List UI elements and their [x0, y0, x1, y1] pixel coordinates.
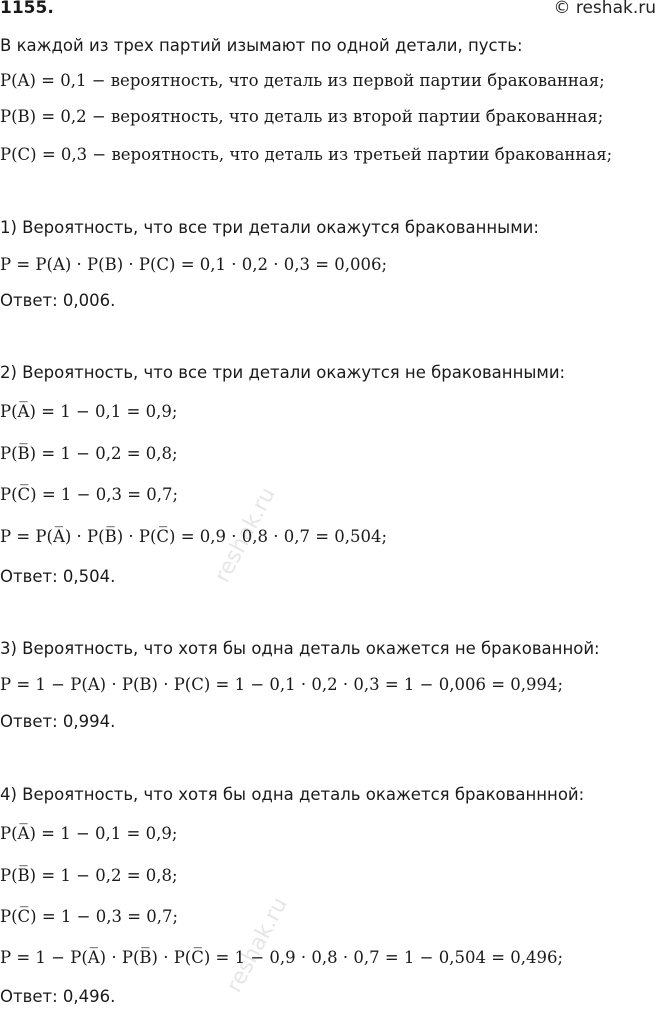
part3-formula: P = 1 − P(A) · P(B) · P(C) = 1 − 0,1 · 0,2 · 0,3 = 1 − 0,006 = 0,994; — [0, 675, 564, 694]
part3-answer: Ответ: 0,994. — [0, 712, 116, 731]
part2-not-b: P(B̅) = 1 − 0,2 = 0,8; — [0, 444, 178, 463]
part1-heading: 1) Вероятность, что все три детали окажутся бракованными: — [0, 218, 539, 237]
watermark-lower: reshak.ru — [222, 893, 293, 997]
part4-not-a: P(A̅) = 1 − 0,1 = 0,9; — [0, 824, 178, 843]
problem-intro: В каждой из трех партий изымают по одной детали, пусть: — [0, 36, 523, 55]
part4-not-b: P(B̅) = 1 − 0,2 = 0,8; — [0, 866, 178, 885]
part2-formula: P = P(A̅) · P(B̅) · P(C̅) = 0,9 · 0,8 · 0,7 = 0,504; — [0, 527, 388, 546]
part4-not-c: P(C̅) = 1 − 0,3 = 0,7; — [0, 907, 179, 926]
given-probability-c: P(C) = 0,3 − вероятность, что деталь из третьей партии бракованная; — [0, 145, 613, 164]
given-probability-b: P(B) = 0,2 − вероятность, что деталь из второй партии бракованная; — [0, 107, 604, 126]
part4-heading: 4) Вероятность, что хотя бы одна деталь окажется бракованнной: — [0, 785, 585, 804]
part3-heading: 3) Вероятность, что хотя бы одна деталь окажется не бракованной: — [0, 639, 600, 658]
part4-answer: Ответ: 0,496. — [0, 987, 116, 1006]
part1-formula: P = P(A) · P(B) · P(C) = 0,1 · 0,2 · 0,3 = 0,006; — [0, 255, 388, 274]
part1-answer: Ответ: 0,006. — [0, 291, 116, 310]
task-number: 1155. — [0, 0, 54, 18]
site-brand[interactable]: © reshak.ru — [553, 0, 656, 18]
part2-not-c: P(C̅) = 1 − 0,3 = 0,7; — [0, 485, 179, 504]
part4-formula: P = 1 − P(A̅) · P(B̅) · P(C̅) = 1 − 0,9 · 0,8 · 0,7 = 1 − 0,504 = 0,496; — [0, 948, 564, 967]
watermark-upper: reshak.ru — [210, 483, 281, 587]
part2-answer: Ответ: 0,504. — [0, 567, 116, 586]
part2-heading: 2) Вероятность, что все три детали окажутся не бракованными: — [0, 363, 566, 382]
part2-not-a: P(A̅) = 1 − 0,1 = 0,9; — [0, 402, 178, 421]
given-probability-a: P(A) = 0,1 − вероятность, что деталь из первой партии бракованная; — [0, 71, 605, 90]
